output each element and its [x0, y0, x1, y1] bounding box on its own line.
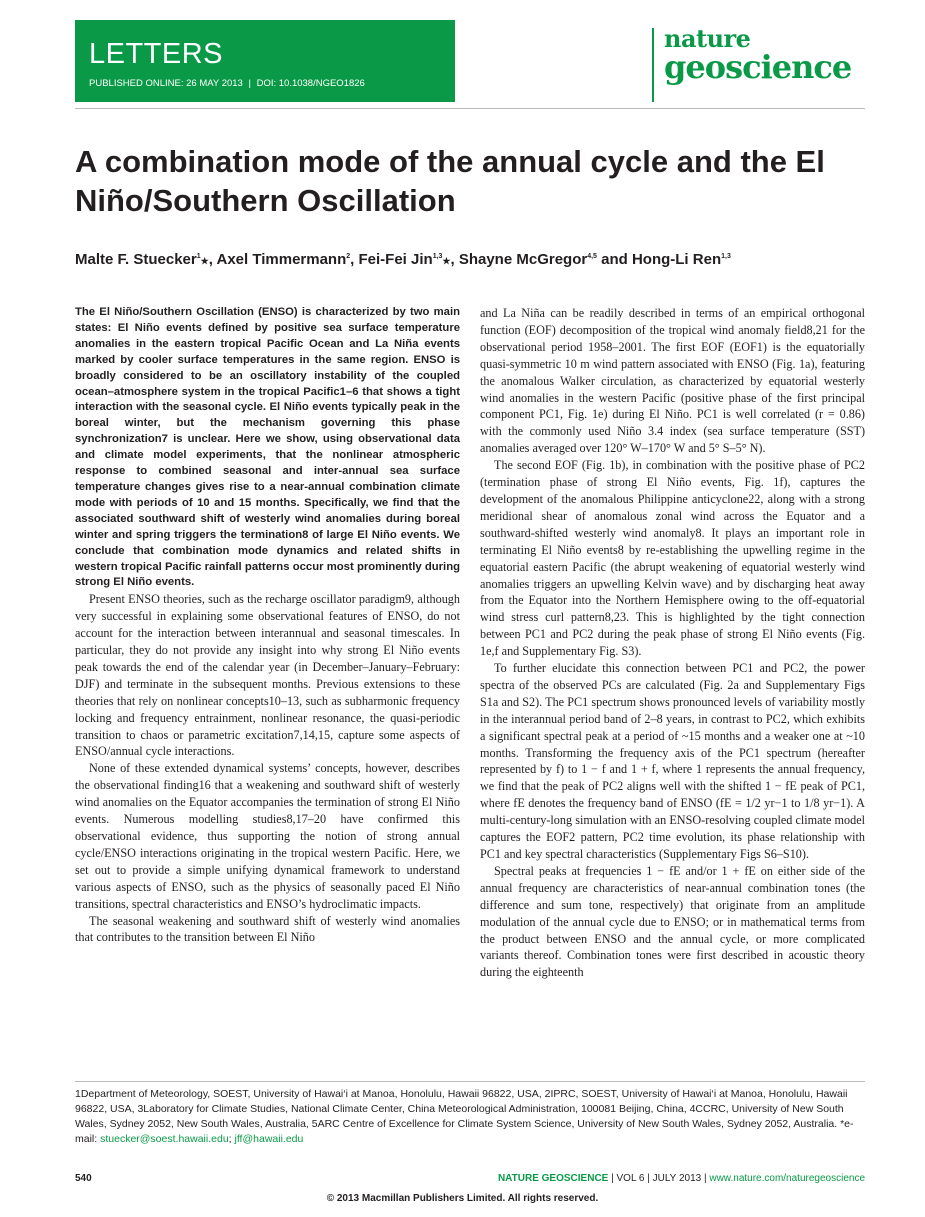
author-list: Malte F. Stuecker$^1$★, Axel Timmermann$^2$, Fei-Fei Jin$^{1,3}$★, Shayne McGregor$^{4,5}$ and Hong-Li Ren$^{1,3}$: [75, 251, 731, 268]
left-column: [75, 305, 460, 946]
header-rule: [75, 108, 865, 109]
journal-name: NATURE GEOSCIENCE: [497, 1173, 609, 1184]
body-paragraph: Spectral peaks at frequencies 1 − fE and/or 1 + fE on either side of the annual frequency are characteristics of near-annual combination tones (the difference and sum tone, respectively) that originate from an amplitude modulation of the annual cycle due to ENSO; or in mathematical terms from the product between ENSO and the annual cycle, or more complicated variants thereof. Combination tones were first described in acoustic theory during the eighteenth: [480, 863, 865, 980]
affiliations-footnote: [75, 1087, 865, 1147]
publication-info: [89, 78, 365, 89]
body-paragraph: The second EOF (Fig. 1b), in combination with the positive phase of PC2 (termination phase of strong El Niño events, Fig. 1f), captures the development of the anomalous Philippine anticyclone22, along with a strong meridional shear of anomalous zonal wind across the Equator and a southward-shifted westerly wind anomaly8. It plays an important role in terminating El Niño events8 by re-establishing the upwelling regime in the equatorial eastern Pacific (the abrupt weakening of equatorial westerly wind anomalies triggers an upwelling Kelvin wave) and by discharging heat away from the Equator into the Northern Hemisphere owing to the off-equatorial wind stress curl pattern8,23. This is highlighted by the tight connection between PC1 and PC2 during the peak phase of strong El Niño events (Fig. 1e,f and Supplementary Fig. S3).: [480, 458, 865, 659]
journal-footer: [498, 1173, 865, 1184]
abstract: The El Niño/Southern Oscillation (ENSO) is characterized by two main states: El Niño events defined by positive sea surface temperature anomalies in the eastern tropical Pacific Ocean and La Niña events marked by cooler surface temperatures in the same region. ENSO is broadly considered to be an oscillatory instability of the coupled ocean–atmosphere system in the tropical Pacific1–6 that shows a tight interaction with the seasonal cycle. El Niño events typically peak in the boreal winter, but the mechanism governing this phase synchronization7 is unclear. Here we show, using observational data and climate model experiments, that the nonlinear atmospheric response to combined seasonal and inter-annual sea surface temperature changes gives rise to a near-annual combination climate mode with periods of 10 and 15 months. Specifically, we find that the associated southward shift of westerly wind anomalies during boreal winter and spring triggers the termination8 of large El Niño events. We conclude that combination mode dynamics and related shifts in western tropical Pacific rainfall patterns occur most prominently during strong El Niño events.: [75, 306, 460, 589]
body-paragraph: To further elucidate this connection between PC1 and PC2, the power spectra of the observed PCs are calculated (Fig. 2a and Supplementary Figs S1a and S2). The PC1 spectrum shows pronounced levels of variability mostly in the interannual period band of 2–8 years, in contrast to PC2, which exhibits a significant spectral peak at a period of ~15 months and a weaker one at ~10 months. Transforming the frequency axis of the PC1 spectrum (hereafter represented by f) to 1 − f and 1 + f, where 1 represents the annual frequency, we find that the peak of PC2 aligns well with the shifted 1 − fE peak of PC1, where fE denotes the frequency band of ENSO (fE = 1/2 yr−1 to 1/8 yr−1). A multi-century-long simulation with an ENSO-resolving coupled climate model captures the EOF2 pattern, PC2 time evolution, its phase relationship with PC1 and key spectral characteristics (Supplementary Figs S6–S10).: [480, 661, 865, 861]
logo-line-1: nature: [664, 24, 751, 53]
body-paragraph: None of these extended dynamical systems’ concepts, however, describes the observational finding16 that a weakening and southward shift of westerly wind anomalies on the Equator accompanies the termination of strong El Niño events. Numerous modelling studies8,17–20 have confirmed this observational evidence, thus supporting the notion of strong annual cycle/ENSO interactions originating in the tropical western Pacific. Here, we set out to provide a simple unifying dynamical framework to understand various aspects of ENSO, such as the physics of seasonally paced El Niño transitions, spectral characteristics and ENSO’s hydroclimatic impacts.: [75, 761, 460, 911]
body-paragraph: and La Niña can be readily described in terms of an empirical orthogonal function (EOF) decomposition of the tropical wind anomaly field8,21 for the observational period 1958–2001. The first EOF (EOF1) is the equatorially quasi-symmetric 10 m wind pattern associated with ENSO (Fig. 1a), featuring the anomalous Walker circulation, as characterized by equatorial westerly wind anomalies in the western Pacific (positive phase of the first principal component PC1, Fig. 1e) during El Niño. PC1 is well correlated (r = 0.86) with the commonly used Niño 3.4 index (sea surface temperature (SST) anomalies averaged over 120° W–170° W and 5° S–5° N).: [480, 306, 865, 456]
copyright: © 2013 Macmillan Publishers Limited. All rights reserved.: [326, 1193, 599, 1204]
affiliations-text: 1Department of Meteorology, SOEST, University of Hawai‘i at Manoa, Honolulu, Hawaii 96822, USA, 2IPRC, SOEST, University of Hawai‘i at Manoa, Honolulu, Hawaii 96822, USA, 3Laboratory for Climate Studies, National Climate Center, China Meteorological Administration, 100081 Beijing, China, 4CCRC, University of New South Wales, Sydney 2052, New South Wales, Australia, 5ARC Centre of Excellence for Climate System Science, University of New South Wales, Sydney 2052, Australia. *e-mail:: [75, 1088, 854, 1145]
journal-url[interactable]: www.nature.com/naturegeoscience: [709, 1173, 865, 1184]
email-link[interactable]: stuecker@soest.hawaii.edu: [100, 1133, 229, 1145]
separator: |: [248, 78, 251, 89]
section-label: LETTERS: [89, 38, 224, 70]
footnote-rule: [75, 1081, 865, 1082]
right-column: [480, 305, 865, 981]
email-separator: ;: [228, 1133, 232, 1145]
section-banner: [75, 20, 455, 102]
journal-logo: [652, 24, 874, 102]
body-paragraph: The seasonal weakening and southward shift of westerly wind anomalies that contributes to the transition between El Niño: [75, 913, 460, 945]
page-number: 540: [75, 1173, 92, 1184]
article-title: A combination mode of the annual cycle and the El Niño/Southern Oscillation: [75, 144, 825, 218]
email-link[interactable]: jff@hawaii.edu: [234, 1133, 304, 1145]
doi[interactable]: DOI: 10.1038/NGEO1826: [256, 78, 365, 89]
body-paragraph: Present ENSO theories, such as the recharge oscillator paradigm9, although very successful in explaining some observational features of ENSO, do not account for the interaction between interannual and seasonal timescales. In particular, they do not provide any insight into why strong El Niño events peak towards the end of the calendar year (in December–January–February: DJF) and terminate in the subsequent months. Previous extensions to these theories that rely on nonlinear concepts10–13, such as subharmonic frequency locking and frequency entrainment, nonlinear resonance, the quasi-periodic transition to chaos or parametric excitation7,14,15, capture some aspects of ENSO/annual cycle interactions.: [75, 592, 460, 759]
logo-line-2: geoscience: [664, 48, 852, 86]
published-date: PUBLISHED ONLINE: 26 MAY 2013: [89, 78, 243, 89]
volume-info: | VOL 6 | JULY 2013 |: [611, 1173, 707, 1184]
